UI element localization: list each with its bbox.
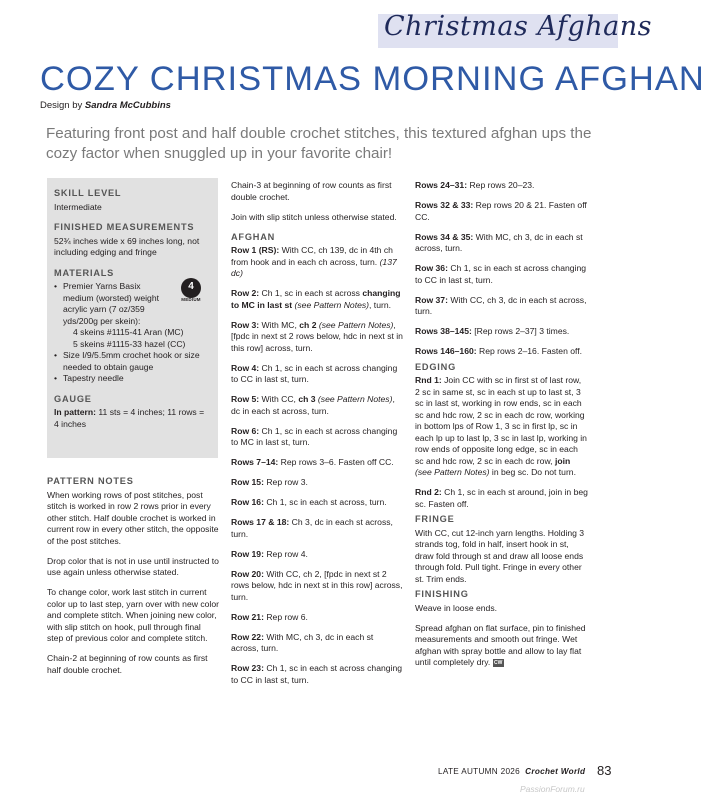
column-2 — [231, 180, 403, 695]
row-instruction: Rows 17 & 18: Ch 3, dc in each st across, turn. — [231, 517, 393, 539]
row-instruction: Row 6: Ch 1, sc in each st across changing to MC in last st, turn. — [231, 425, 398, 447]
finishing-text: Weave in loose ends. — [415, 602, 498, 613]
round-instruction: Rnd 1: Join CC with sc in first st of last row, 2 sc in same st, sc in each st up to last st, 3 sc in last st, working in row ends, sc in each sc and hdc row, 2 sc in each dc row, working in bottom lps of Row 1, 3 sc in first lp, sc in each lp up to last lp, 3 sc in last lp, working in row ends of opposite long edge, sc in each sc and hdc row, 2 sc in each dc row, join (see Pattern Notes) in beg sc. Do not turn. — [415, 375, 587, 477]
pattern-note: To change color, work last stitch in current color up to last step, yarn over with new color and complete stitch. When joining new color, with slip stitch on hook, pull through final step of previous color and complete stitch. — [47, 587, 219, 643]
yarn-weight-label: MEDIUM — [181, 297, 201, 302]
info-sidebar — [47, 178, 218, 458]
column-3 — [415, 180, 588, 677]
end-mark-icon: CW — [494, 659, 503, 666]
pattern-note: When working rows of post stitches, post stitch is worked in row 2 rows prior in every other stitch. Half double crochet is worked in current row in every other stitch, the opposite of the post stitches. — [47, 489, 219, 546]
row-instruction: Row 20: With CC, ch 2, [fpdc in next st 2 rows below, hdc in next st in this row] across, turn. — [231, 568, 403, 602]
materials-subitem: 4 skeins #1115-41 Aran (MC) — [73, 327, 184, 337]
edging-heading: EDGING — [415, 361, 457, 372]
finished-value: 52¾ inches wide x 69 inches long, not including edging and fringe — [54, 235, 200, 257]
materials-item: • Premier Yarns Basix medium (worsted) weight acrylic yarn (7 oz/359 yds/200g per skein): — [54, 281, 211, 327]
footer-issue: LATE AUTUMN 2026 Crochet World — [438, 767, 586, 776]
skill-value: Intermediate — [54, 201, 102, 212]
row-instruction: Rows 38–145: [Rep rows 2–37] 3 times. — [415, 326, 570, 336]
gauge-heading: GAUGE — [54, 393, 92, 404]
row-instruction: Row 19: Rep row 4. — [231, 548, 308, 559]
section-title: Christmas Afghans — [384, 11, 652, 42]
magazine-name: Crochet World — [525, 767, 586, 776]
finishing-text: Spread afghan on flat surface, pin to finished measurements and smooth out fringe. Wet afghan with spray bottle and allow to lay flat until completely dry. CW — [415, 622, 586, 667]
row-instruction: Row 15: Rep row 3. — [231, 477, 308, 487]
intro-text: Featuring front post and half double crochet stitches, this textured afghan ups the cozy factor when snuggled up in your favorite chair! — [46, 125, 592, 162]
row-instruction: Row 16: Ch 1, sc in each st across, turn. — [231, 497, 387, 507]
round-instruction: Rnd 2: Ch 1, sc in each st around, join in beg sc. Fasten off. — [415, 487, 588, 509]
materials-item: • Size I/9/5.5mm crochet hook or size needed to obtain gauge — [54, 350, 211, 373]
materials-subitem: 5 skeins #1115-33 hazel (CC) — [73, 338, 186, 349]
row-instruction: Rows 32 & 33: Rep rows 20 & 21. Fasten off CC. — [415, 200, 587, 222]
row-instruction: Rows 34 & 35: With MC, ch 3, dc in each st across, turn. — [415, 231, 583, 253]
row-instruction: Row 36: Ch 1, sc in each st across changing to CC in last st, turn. — [415, 263, 587, 285]
fringe-text: With CC, cut 12-inch yarn lengths. Holding 3 strands tog, fold in half, insert hook in st, draw fold through st and draw all loose ends through fold. Pull tight. Fringe in every other st. Trim ends. — [415, 527, 585, 584]
skill-heading: SKILL LEVEL — [54, 188, 122, 198]
pattern-note: Chain-2 at beginning of row counts as first half double crochet. — [47, 653, 208, 675]
row-instruction: Row 4: Ch 1, sc in each st across changing to CC in last st, turn. — [231, 362, 398, 384]
row-instruction: Row 37: With CC, ch 3, dc in each st across, turn. — [415, 294, 587, 316]
gauge-label: In pattern: — [54, 407, 97, 417]
fringe-heading: FRINGE — [415, 514, 455, 524]
page-number: 83 — [597, 763, 612, 778]
row-instruction: Row 5: With CC, ch 3 (see Pattern Notes), dc in each st across, turn. — [231, 394, 395, 416]
byline-prefix: Design by — [40, 100, 85, 111]
afghan-heading: AFGHAN — [231, 231, 276, 242]
pattern-note: Drop color that is not in use until instructed to use again unless otherwise stated. — [47, 555, 219, 577]
materials-heading: MATERIALS — [54, 267, 115, 278]
page-title: COZY CHRISTMAS MORNING AFGHAN — [40, 60, 705, 98]
row-instruction: Row 22: With MC, ch 3, dc in each st across, turn. — [231, 631, 374, 653]
row-instruction: Row 3: With MC, ch 2 (see Pattern Notes), [fpdc in next st 2 rows below, hdc in next st in this row] across, turn. — [231, 319, 403, 353]
row-instruction: Row 2: Ch 1, sc in each st across changing to MC in last st (see Pattern Notes), turn. — [231, 288, 401, 310]
pattern-note: Chain-3 at beginning of row counts as first double crochet. — [231, 180, 392, 202]
yarn-weight-icon: 4 — [181, 278, 201, 298]
notes-heading: PATTERN NOTES — [47, 476, 134, 486]
row-instruction: Rows 24–31: Rep rows 20–23. — [415, 180, 535, 190]
gauge-value: In pattern: 11 sts = 4 inches; 11 rows = 4 inches — [54, 407, 205, 429]
watermark: PassionForum.ru — [520, 784, 585, 794]
row-instruction: Row 23: Ch 1, sc in each st across changing to CC in last st, turn. — [231, 663, 403, 685]
row-instruction: Rows 146–160: Rep rows 2–16. Fasten off. — [415, 346, 583, 356]
byline — [40, 100, 171, 111]
finishing-heading: FINISHING — [415, 589, 469, 599]
row-instruction: Row 1 (RS): With CC, ch 139, dc in 4th ch from hook and in each ch across, turn. (137 dc) — [231, 245, 397, 278]
pattern-note: Join with slip stitch unless otherwise stated. — [231, 211, 397, 222]
column-1 — [47, 472, 219, 685]
row-instruction: Row 21: Rep row 6. — [231, 611, 308, 622]
designer-name: Sandra McCubbins — [84, 100, 171, 111]
finished-heading: FINISHED MEASUREMENTS — [54, 222, 195, 232]
row-instruction: Rows 7–14: Rep rows 3–6. Fasten off CC. — [231, 457, 394, 467]
materials-item: • Tapestry needle — [54, 373, 211, 385]
